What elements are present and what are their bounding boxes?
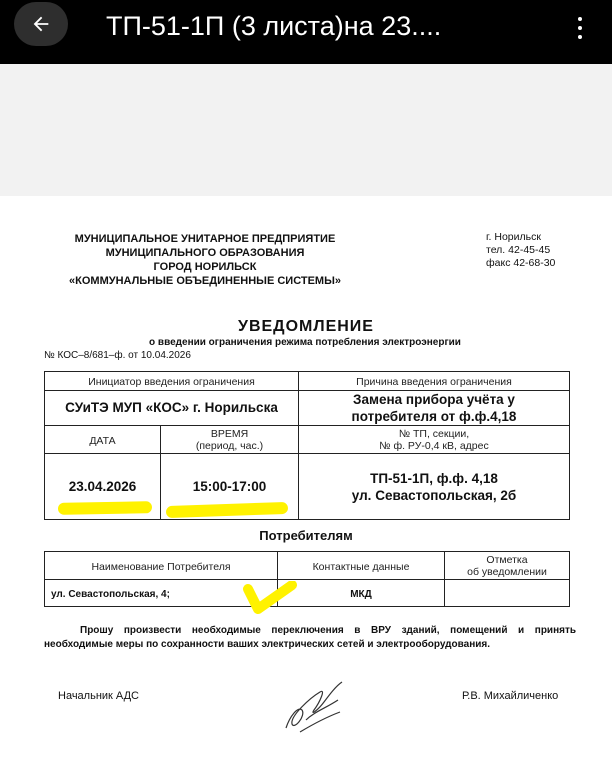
highlight-date xyxy=(58,501,152,515)
reason-cell xyxy=(299,391,570,426)
date-cell: 23.04.2026 xyxy=(45,454,161,520)
time-cell: 15:00-17:00 xyxy=(161,454,299,520)
initiator-cell: СУиТЭ МУП «КОС» г. Норильска xyxy=(45,391,299,426)
time-header: ВРЕМЯ (период, час.) xyxy=(161,426,299,454)
reason-line: потребителя от ф.ф.4,18 xyxy=(351,409,517,424)
org-line: «КОММУНАЛЬНЫЕ ОБЪЕДИНЕННЫЕ СИСТЕМЫ» xyxy=(69,275,341,287)
org-line: МУНИЦИПАЛЬНОЕ УНИТАРНОЕ ПРЕДПРИЯТИЕ xyxy=(74,233,336,245)
consumer-name-cell: ул. Севастопольская, 4; xyxy=(45,580,278,607)
tp-line: ул. Севастопольская, 2б xyxy=(351,487,517,503)
date-header: ДАТА xyxy=(45,426,161,454)
consumers-title: Потребителям xyxy=(259,528,353,543)
more-options-button[interactable] xyxy=(566,6,594,50)
signer-position: Начальник АДС xyxy=(58,690,140,702)
page-gap xyxy=(0,64,612,196)
organization-header xyxy=(40,232,370,288)
org-line: ГОРОД НОРИЛЬСК xyxy=(153,261,257,273)
contacts-block xyxy=(486,231,586,270)
notice-title: УВЕДОМЛЕНИЕ xyxy=(238,318,374,335)
signer-name: Р.В. Михайличенко xyxy=(462,690,559,702)
contact-phone: тел. 42-45-45 xyxy=(486,244,551,256)
reason-header: Причина введения ограничения xyxy=(299,372,570,391)
restriction-table xyxy=(44,371,570,520)
request-paragraph: Прошу произвести необходимые переключения в ВРУ зданий, помещений и принять необходимые меры по сохранности ваших электрических сетей и электрооборудования. xyxy=(44,625,576,650)
tp-line: ТП-51-1П, ф.ф. 4,18 xyxy=(370,470,498,486)
tp-cell xyxy=(299,454,570,520)
consumer-contact-cell: МКД xyxy=(278,580,445,607)
table-row xyxy=(45,580,570,607)
arrow-left-icon xyxy=(30,13,52,35)
more-vertical-icon xyxy=(578,17,582,21)
contact-header: Контактные данные xyxy=(278,552,445,580)
consumer-mark-cell xyxy=(445,580,570,607)
name-header: Наименование Потребителя xyxy=(45,552,278,580)
tp-header: № ТП, секции, № ф. РУ-0,4 кВ, адрес xyxy=(299,426,570,454)
signature-icon xyxy=(280,676,352,736)
document-page[interactable] xyxy=(0,196,612,768)
org-line: МУНИЦИПАЛЬНОГО ОБРАЗОВАНИЯ xyxy=(105,247,305,259)
notice-subtitle: о введении ограничения режима потребления электроэнергии xyxy=(149,337,461,348)
highlight-checkmark xyxy=(242,581,298,617)
contact-fax: факс 42-68-30 xyxy=(486,257,556,269)
contact-city: г. Норильск xyxy=(486,231,541,243)
initiator-header: Инициатор введения ограничения xyxy=(45,372,299,391)
document-title: ТП-51-1П (3 листа)на 23.... xyxy=(106,11,442,41)
document-number: № КОС–8/681–ф. от 10.04.2026 xyxy=(44,350,191,361)
app-bar xyxy=(0,0,612,64)
mark-header: Отметка об уведомлении xyxy=(445,552,570,580)
consumers-table xyxy=(44,551,570,607)
back-button[interactable] xyxy=(14,2,68,46)
reason-line: Замена прибора учёта у xyxy=(353,392,515,407)
